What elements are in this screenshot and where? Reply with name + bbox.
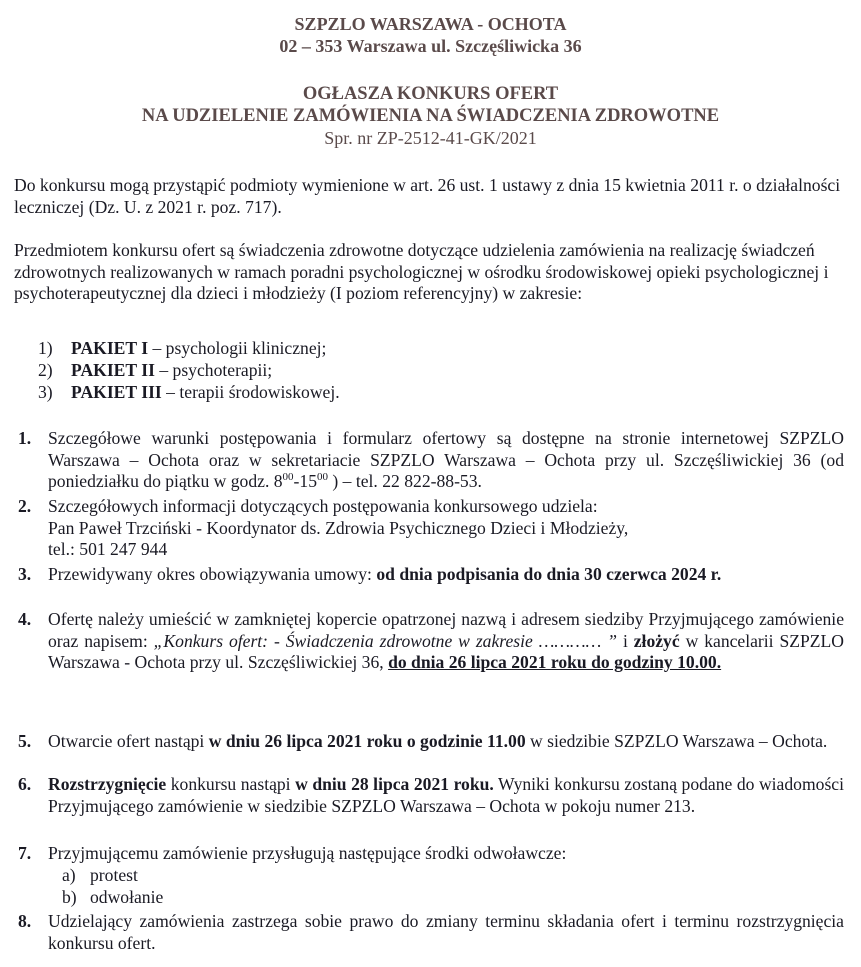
list-item-resolution (18, 774, 844, 817)
item-text (48, 564, 844, 586)
list-item-opening (18, 731, 844, 753)
item-number: 3. (18, 564, 32, 584)
item-number: 2. (18, 496, 32, 516)
item-text-part: w kancelarii SZPZLO Warszawa - Ochota przy ul. Szczęśliwickiej 36, (48, 630, 844, 672)
item-text (48, 609, 844, 674)
announcement-title: OGŁASZA KONKURS OFERT (302, 84, 559, 104)
package-number: 2) (38, 360, 53, 380)
item-number: 1. (18, 428, 32, 448)
item-text-part: konkursu nastąpi (166, 774, 296, 794)
appeal-option-text: odwołanie (90, 887, 164, 907)
institution-address: 02 – 353 Warszawa ul. Szczęśliwicka 36 (279, 36, 582, 56)
appeal-option (62, 887, 163, 909)
submission-deadline: do dnia 26 lipca 2021 roku do godziny 10.00. (388, 652, 722, 672)
appeal-option-letter: b) (62, 887, 77, 907)
intro-subject: Przedmiotem konkursu ofert są świadczenia zdrowotne dotyczące udzielenia zamówienia na realizację świadczeń zdrowotnych realizowanych w ramach poradni psychologicznej w ośrodku środowiskowej opieki psychologicznej i psychoterapeutycznej dla dzieci i młodzieży (I poziom referencyjny) w zakresie: (14, 240, 829, 303)
item-text-part: Otwarcie ofert nastąpi (48, 731, 209, 751)
package-item (38, 360, 272, 382)
item-number: 5. (18, 731, 32, 751)
contact-intro: Szczegółowych informacji dotyczących postępowania konkursowego udziela: (48, 496, 598, 516)
announcement-subtitle: NA UDZIELENIE ZAMÓWIENIA NA ŚWIADCZENIA ZDROWOTNE (141, 106, 720, 126)
opening-date: w dniu 26 lipca 2021 roku o godzinie 11.00 (208, 731, 526, 751)
package-description: – psychoterapii; (154, 360, 273, 380)
item-text-part: Szczegółowe warunki postępowania i formularz ofertowy są dostępne na stronie internetowej SZPZLO Warszawa – Ochota oraz w sekretariacie SZPZLO Warszawa – Ochota przy ul. Szczęśliwickiej 36 (od poniedziałku do piątku w godz. 8 (48, 428, 844, 491)
contract-period: od dnia podpisania do dnia 30 czerwca 2024 r. (376, 564, 722, 584)
package-description: – terapii środowiskowej. (161, 382, 340, 402)
list-item-reservation (18, 911, 844, 954)
superscript: 00 (317, 471, 328, 484)
item-text-part: Przewidywany okres obowiązywania umowy: (48, 564, 377, 584)
package-description: – psychologii klinicznej; (148, 338, 327, 358)
item-number: 6. (18, 774, 32, 794)
item-text-part: Ofertę należy umieścić w zamkniętej kopercie opatrzonej nazwą i adresem siedziby Przyjmującego zamówienie oraz napisem: (48, 609, 844, 651)
list-item-contract-period (18, 564, 844, 586)
envelope-inscription: „Konkurs ofert: - Świadczenia zdrowotne w zakresie ………… ” (153, 630, 618, 651)
item-text: Przyjmującemu zamówienie przysługują następujące środki odwoławcze: (48, 843, 567, 863)
appeal-option (62, 865, 138, 887)
package-name: PAKIET II (71, 360, 155, 380)
contact-phone: tel.: 501 247 944 (48, 539, 168, 559)
appeal-option-text: protest (90, 865, 138, 885)
item-text-part: i (617, 630, 634, 651)
item-text-part: ) – tel. 22 822-88-53. (328, 471, 482, 491)
intro-eligibility: Do konkursu mogą przystąpić podmioty wymienione w art. 26 ust. 1 ustawy z dnia 15 kwietnia 2011 r. o działalności leczniczej (Dz. U. z 2021 r. poz. 717). (14, 175, 841, 217)
item-text (48, 496, 844, 561)
package-number: 1) (38, 338, 53, 358)
superscript: 00 (282, 471, 294, 484)
package-item (38, 338, 326, 360)
item-text (48, 428, 844, 493)
case-number: Spr. nr ZP-2512-41-GK/2021 (324, 128, 537, 148)
item-number: 4. (18, 609, 32, 629)
package-number: 3) (38, 382, 53, 402)
item-text-part: -15 (293, 471, 317, 491)
item-number: 8. (18, 911, 32, 931)
item-text-part: w siedzibie SZPZLO Warszawa – Ochota. (525, 731, 828, 751)
item-text (48, 731, 844, 753)
item-text-part: Wyniki konkursu zostaną podane do wiadomości Przyjmującego zamówienie w siedzibie SZPZLO Warszawa – Ochota w pokoju numer 213. (48, 774, 844, 816)
list-item-contact (18, 496, 844, 561)
list-item-submission (18, 609, 844, 674)
resolution-date: w dniu 28 lipca 2021 roku. (295, 774, 494, 794)
item-text-bold: złożyć (633, 630, 680, 651)
item-text-bold: Rozstrzygnięcie (48, 774, 167, 794)
item-number: 7. (18, 843, 32, 863)
list-item-appeals (18, 843, 844, 865)
item-text (48, 774, 844, 817)
package-name: PAKIET III (71, 382, 162, 402)
package-item (38, 382, 340, 404)
list-item-conditions (18, 428, 844, 493)
package-name: PAKIET I (71, 338, 149, 358)
item-text: Udzielający zamówienia zastrzega sobie prawo do zmiany terminu składania ofert i terminu rozstrzygnięcia konkursu ofert. (48, 911, 844, 953)
contact-person: Pan Paweł Trzciński - Koordynator ds. Zdrowia Psychicznego Dzieci i Młodzieży, (48, 517, 629, 538)
appeal-option-letter: a) (62, 865, 76, 885)
institution-name: SZPZLO WARSZAWA - OCHOTA (294, 14, 567, 34)
